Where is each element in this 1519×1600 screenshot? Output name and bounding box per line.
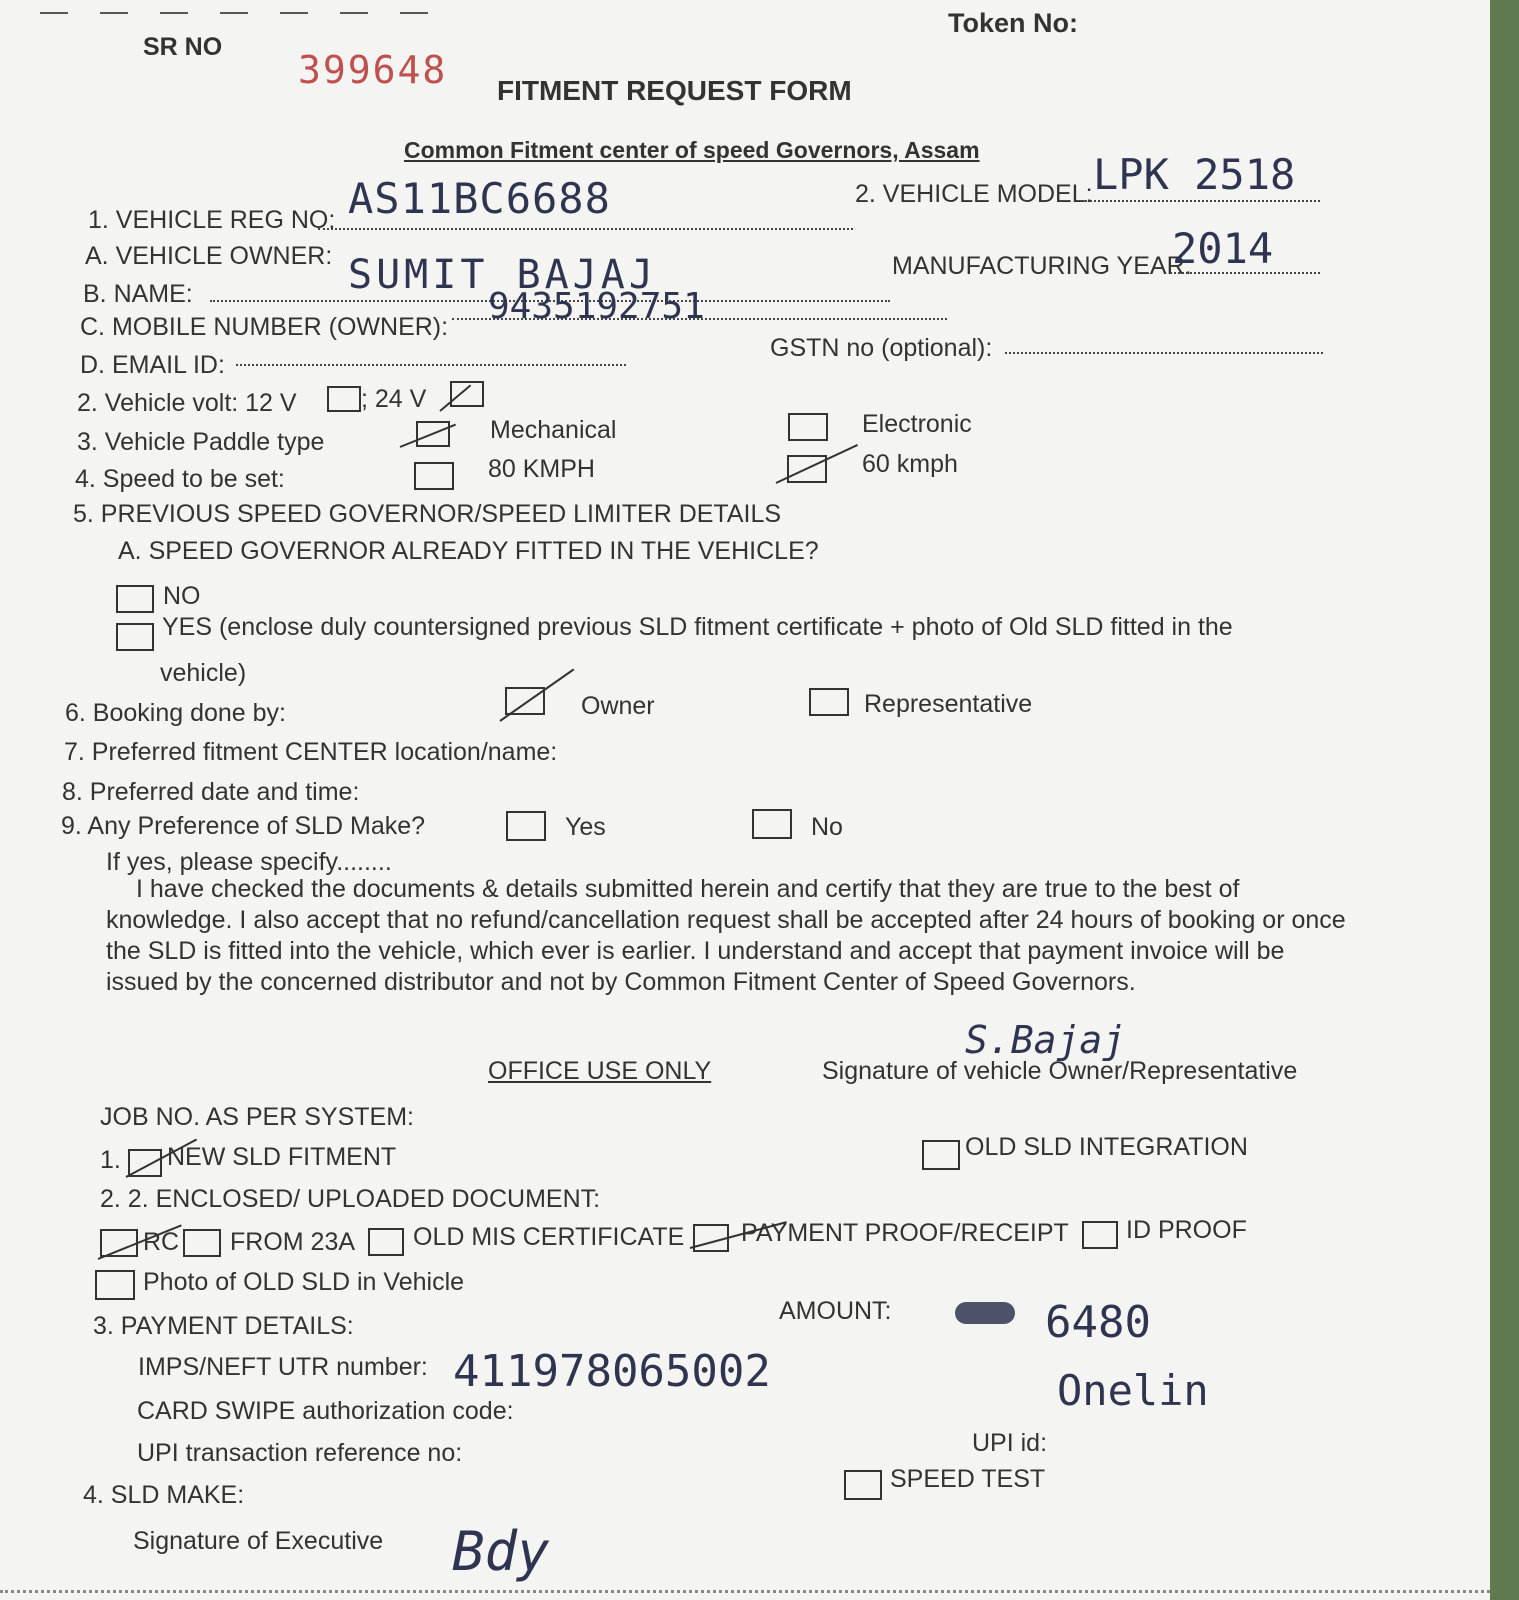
make-yes-checkbox[interactable] (506, 811, 546, 841)
prev-yes-label-cont: vehicle) (160, 659, 247, 687)
doc-payment-label: PAYMENT PROOF/RECEIPT (741, 1219, 1069, 1247)
reg-label: 1. VEHICLE REG NO: (88, 206, 336, 234)
doc-mis-label: OLD MIS CERTIFICATE (413, 1223, 685, 1251)
form-title: FITMENT REQUEST FORM (497, 75, 852, 106)
office-use-title: OFFICE USE ONLY (488, 1057, 712, 1085)
volt-label: 2. Vehicle volt: 12 V (77, 389, 297, 417)
doc-mis-checkbox[interactable] (368, 1228, 404, 1256)
prev-no-label: NO (163, 582, 201, 610)
prev-no-checkbox[interactable] (116, 585, 154, 613)
speed-80-checkbox[interactable] (414, 462, 454, 490)
amount-label: AMOUNT: (779, 1297, 892, 1325)
job-label: JOB NO. AS PER SYSTEM: (100, 1103, 414, 1131)
token-label: Token No: (948, 8, 1078, 38)
make-no-label: No (811, 813, 843, 841)
exec-signature: Bdy (452, 1520, 550, 1583)
model-line (1085, 200, 1320, 202)
date-label: 8. Preferred date and time: (62, 778, 360, 806)
name-label: B. NAME: (83, 280, 193, 308)
booking-rep-label: Representative (864, 690, 1033, 718)
sr-number: 399648 (298, 48, 448, 92)
owner-signature-label: Signature of vehicle Owner/Representative (822, 1057, 1298, 1085)
top-dash (160, 12, 188, 14)
sld-make-label: 4. SLD MAKE: (83, 1481, 245, 1509)
upi-ref-label: UPI transaction reference no: (137, 1439, 463, 1467)
speed-label: 4. Speed to be set: (75, 465, 285, 493)
specify-label: If yes, please specify........ (106, 848, 392, 876)
old-sld-checkbox[interactable] (922, 1140, 960, 1170)
volt-24-label: ; 24 V (361, 385, 427, 413)
mfg-value: 2014 (1172, 224, 1274, 273)
doc-photo-checkbox[interactable] (95, 1270, 135, 1300)
top-dash (280, 12, 308, 14)
payment-mode-value: Onelin (1057, 1366, 1209, 1415)
top-dash (220, 12, 248, 14)
volt-12-checkbox[interactable] (327, 386, 361, 412)
mfg-label: MANUFACTURING YEAR: (892, 252, 1192, 280)
top-dash (100, 12, 128, 14)
mobile-label: C. MOBILE NUMBER (OWNER): (80, 313, 449, 341)
upi-id-label: UPI id: (972, 1429, 1048, 1457)
email-label: D. EMAIL ID: (80, 351, 225, 379)
make-pref-label: 9. Any Preference of SLD Make? (61, 812, 426, 840)
top-dash (40, 12, 68, 14)
paddle-label: 3. Vehicle Paddle type (77, 428, 325, 456)
paddle-mechanical-label: Mechanical (490, 416, 617, 444)
owner-signature: S.Bajaj (965, 1018, 1126, 1062)
name-value: SUMIT BAJAJ (348, 252, 657, 298)
center-label: 7. Preferred fitment CENTER location/name: (64, 738, 558, 766)
utr-value: 411978065002 (453, 1346, 771, 1397)
paddle-electronic-label: Electronic (862, 410, 972, 438)
top-dash (340, 12, 368, 14)
card-label: CARD SWIPE authorization code: (137, 1397, 514, 1425)
email-line (236, 364, 626, 366)
paddle-electronic-checkbox[interactable] (788, 413, 828, 441)
owner-label: A. VEHICLE OWNER: (85, 242, 333, 270)
top-dash (400, 12, 428, 14)
doc-id-label: ID PROOF (1126, 1216, 1247, 1244)
make-no-checkbox[interactable] (752, 809, 792, 839)
doc-23a-label: FROM 23A (230, 1228, 356, 1256)
booking-owner-label: Owner (581, 692, 655, 720)
doc-rc-label: RC (143, 1228, 180, 1256)
gstn-label: GSTN no (optional): (770, 334, 993, 362)
new-sld-label: NEW SLD FITMENT (167, 1143, 397, 1171)
doc-id-checkbox[interactable] (1082, 1221, 1118, 1249)
prev-yes-label: YES (enclose duly countersigned previous SLD fitment certificate + photo of Old SLD fitted in the (162, 613, 1233, 641)
payment-label: 3. PAYMENT DETAILS: (93, 1312, 354, 1340)
sr-label: SR NO (143, 33, 223, 61)
background-edge (1490, 0, 1519, 1600)
gstn-line (1005, 352, 1323, 354)
model-label: 2. VEHICLE MODEL: (855, 180, 1093, 208)
utr-label: IMPS/NEFT UTR number: (138, 1353, 428, 1381)
speed-test-label: SPEED TEST (890, 1465, 1046, 1493)
speed-test-checkbox[interactable] (844, 1470, 882, 1500)
bottom-perforation (0, 1590, 1490, 1593)
volt-24-checkbox[interactable] (450, 381, 484, 407)
reg-value: AS11BC6688 (348, 174, 611, 223)
doc-23a-checkbox[interactable] (183, 1229, 221, 1257)
booking-rep-checkbox[interactable] (809, 688, 849, 716)
new-sld-prefix: 1. (100, 1146, 121, 1174)
speed-60-label: 60 kmph (862, 450, 958, 478)
booking-label: 6. Booking done by: (65, 699, 286, 727)
prev-yes-checkbox[interactable] (116, 623, 154, 651)
speed-80-label: 80 KMPH (488, 455, 595, 483)
mobile-value: 9435192751 (488, 286, 705, 327)
old-sld-label: OLD SLD INTEGRATION (965, 1133, 1248, 1161)
form-subtitle: Common Fitment center of speed Governors, Assam (404, 137, 980, 163)
scribble-mark (955, 1302, 1015, 1324)
make-yes-label: Yes (565, 813, 606, 841)
docs-label: 2. 2. ENCLOSED/ UPLOADED DOCUMENT: (100, 1185, 601, 1213)
reg-line (318, 228, 853, 230)
exec-signature-label: Signature of Executive (133, 1527, 384, 1555)
prev-label: 5. PREVIOUS SPEED GOVERNOR/SPEED LIMITER DETAILS (73, 500, 782, 528)
prev-question: A. SPEED GOVERNOR ALREADY FITTED IN THE VEHICLE? (118, 537, 819, 565)
model-value: LPK 2518 (1093, 150, 1296, 199)
amount-value: 6480 (1045, 1297, 1151, 1348)
doc-photo-label: Photo of OLD SLD in Vehicle (143, 1268, 465, 1296)
declaration-text: I have checked the documents & details submitted herein and certify that they are true to the best of knowledge. I also accept that no refund/cancellation request shall be accepted after 24 hours of booking or once the SLD is fitted into the vehicle, which ever is earlier. I understand and accept that payment invoice will be issued by the concerned distributor and not by Common Fitment Center of Speed Governors. (106, 875, 1346, 996)
